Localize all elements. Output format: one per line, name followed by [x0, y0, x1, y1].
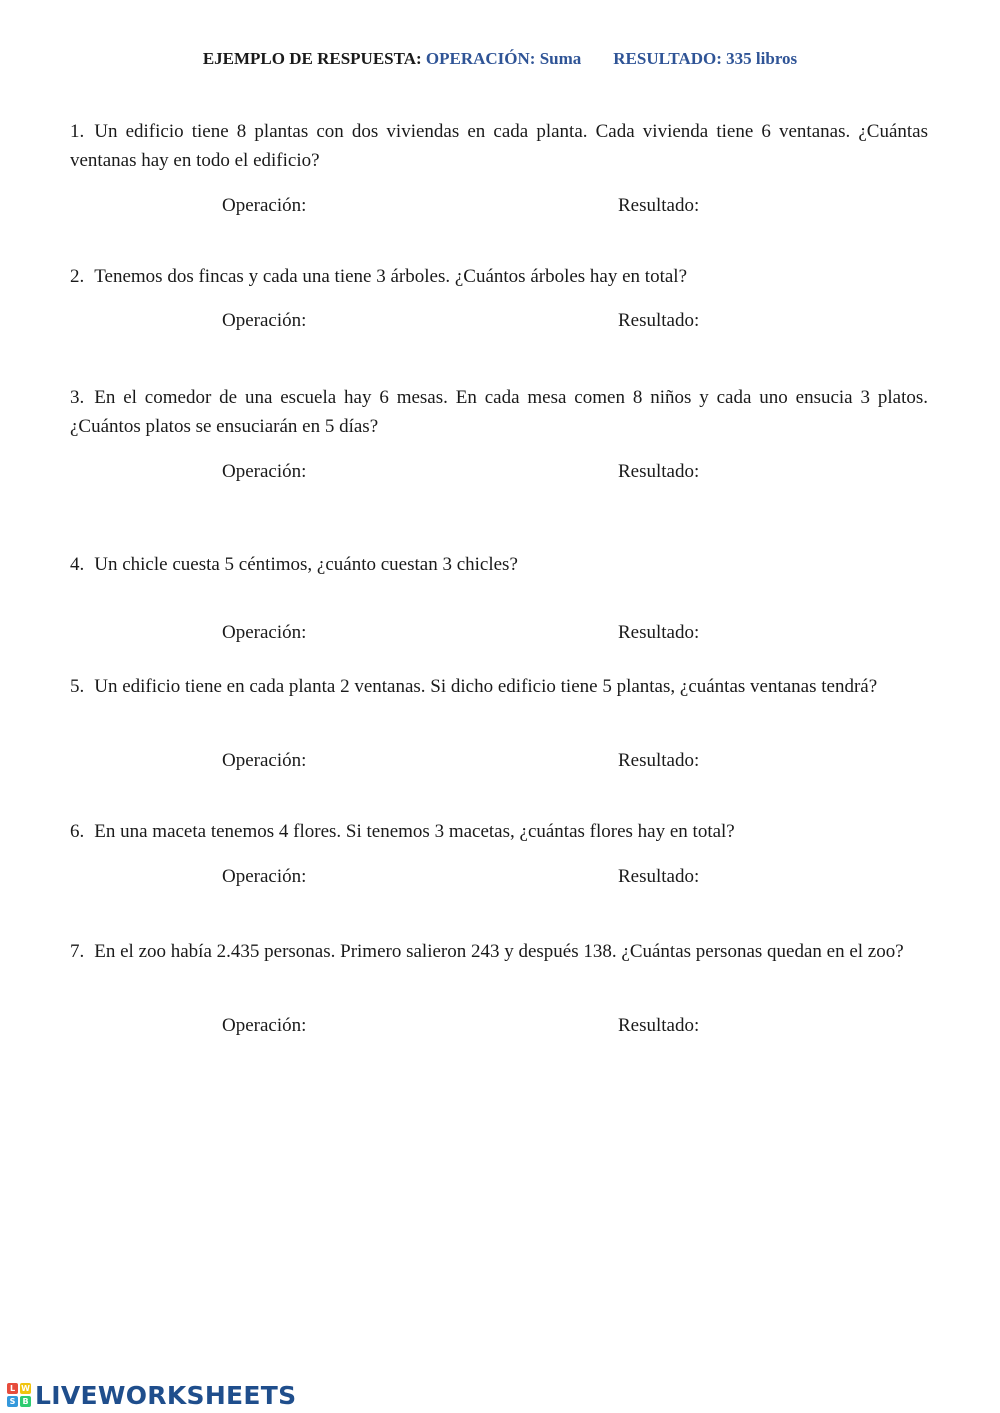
question-text: En el zoo había 2.435 personas. Primero salieron 243 y después 138. ¿Cuántas personas quedan en el zoo?: [94, 941, 904, 962]
operation-label: Operación:: [222, 1015, 307, 1036]
question-text: Tenemos dos fincas y cada una tiene 3 árboles. ¿Cuántos árboles hay en total?: [94, 266, 687, 287]
question-text: En una maceta tenemos 4 flores. Si tenemos 3 macetas, ¿cuántas flores hay en total?: [94, 821, 735, 842]
operation-label: Operación:: [222, 310, 307, 331]
result-input-5[interactable]: [707, 751, 857, 773]
question-number: 1.: [70, 121, 85, 142]
result-label: Resultado:: [618, 195, 700, 216]
operation-input-1[interactable]: [314, 196, 464, 218]
question-7: [70, 937, 928, 966]
result-label: Resultado:: [618, 310, 700, 331]
question-number: 4.: [70, 554, 85, 575]
question-3: [70, 383, 928, 441]
logo-text: LIVEWORKSHEETS: [35, 1380, 297, 1410]
logo-grid-cell: L: [7, 1383, 18, 1394]
logo-grid-cell: W: [21, 1384, 30, 1393]
question-number: 6.: [70, 821, 85, 842]
operation-label: Operación:: [222, 750, 307, 771]
answer-row-7: [0, 1015, 1000, 1041]
example-label: EJEMPLO DE RESPUESTA: [202, 49, 416, 68]
result-label: Resultado:: [618, 622, 700, 643]
operation-label: Operación:: [222, 195, 307, 216]
answer-row-1: [0, 195, 1000, 221]
operation-input-2[interactable]: [314, 311, 464, 333]
operation-label: Operación:: [222, 461, 307, 482]
result-label: Resultado:: [618, 1015, 700, 1036]
question-number: 5.: [70, 676, 85, 697]
answer-row-2: [0, 310, 1000, 336]
result-input-2[interactable]: [707, 311, 857, 333]
question-text: Un edificio tiene en cada planta 2 ventanas. Si dicho edificio tiene 5 plantas, ¿cuántas ventanas tendrá?: [94, 676, 878, 697]
example-result: RESULTADO: 335 libros: [613, 49, 798, 68]
logo-grid-icon: [7, 1383, 31, 1407]
result-label: Resultado:: [618, 750, 700, 771]
operation-input-3[interactable]: [314, 462, 464, 484]
result-input-3[interactable]: [707, 462, 857, 484]
answer-row-4: [0, 622, 1000, 648]
question-1: [70, 117, 928, 175]
question-text: Un edificio tiene 8 plantas con dos viviendas en cada planta. Cada vivienda tiene 6 ventanas. ¿Cuántas ventanas hay en todo el edificio?: [70, 121, 928, 171]
result-input-7[interactable]: [707, 1016, 857, 1038]
operation-label: Operación:: [222, 622, 307, 643]
question-5: [70, 672, 928, 701]
result-input-4[interactable]: [707, 623, 857, 645]
question-number: 2.: [70, 266, 85, 287]
operation-label: Operación:: [222, 866, 307, 887]
answer-row-3: [0, 461, 1000, 487]
answer-row-5: [0, 750, 1000, 776]
question-text: Un chicle cuesta 5 céntimos, ¿cuánto cuestan 3 chicles?: [94, 554, 518, 575]
logo-grid-cell: S: [7, 1396, 18, 1407]
answer-row-6: [0, 866, 1000, 892]
question-6: [70, 817, 928, 846]
example-colon: :: [415, 49, 422, 68]
operation-input-5[interactable]: [314, 751, 464, 773]
operation-input-4[interactable]: [314, 623, 464, 645]
result-label: Resultado:: [618, 866, 700, 887]
liveworksheets-logo[interactable]: [7, 1380, 296, 1410]
question-text: En el comedor de una escuela hay 6 mesas. En cada mesa comen 8 niños y cada uno ensucia 3 platos. ¿Cuántos platos se ensuciarán en 5 días?: [70, 387, 928, 437]
question-number: 3.: [70, 387, 85, 408]
operation-input-7[interactable]: [314, 1016, 464, 1038]
example-header: [0, 49, 1000, 69]
logo-grid-cell: B: [20, 1396, 31, 1407]
operation-input-6[interactable]: [314, 867, 464, 889]
result-label: Resultado:: [618, 461, 700, 482]
question-number: 7.: [70, 941, 85, 962]
result-input-6[interactable]: [707, 867, 857, 889]
result-input-1[interactable]: [707, 196, 857, 218]
question-2: [70, 262, 928, 291]
example-operation: OPERACIÓN: Suma: [425, 49, 582, 68]
question-4: [70, 550, 928, 579]
